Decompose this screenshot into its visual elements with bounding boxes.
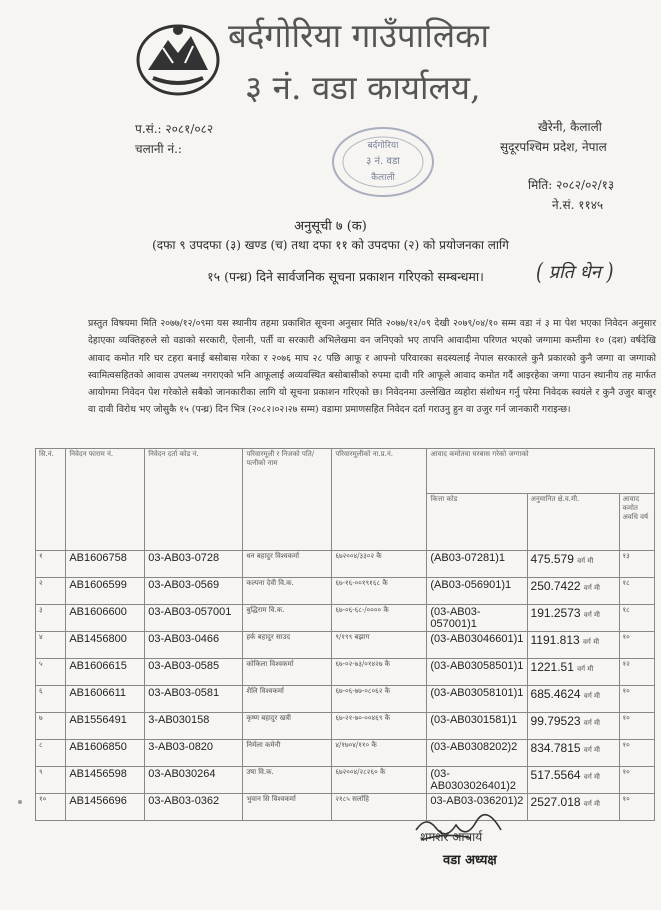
header-land-group: आवाद कमोतवा घरबास गरेको जग्गाको [427,449,655,494]
notice-title: १५ (पन्ध्र) दिने सार्वजनिक सूचना प्रकाशन गरिएको सम्बन्धमा। [207,269,484,284]
table-row: ४ AB1456800 03-AB03-0466 हर्क बहादुर साउद ९/१९९ बझाग (03-AB03046601)1 1191.813 वर्ग मी १० [36,632,655,659]
address-line-2: सुदूरपश्चिम प्रदेश, नेपाल [500,140,607,154]
header-reg-code: निवेदन दर्ता कोड नं. [145,449,243,551]
annex-title: अनुसूची ७ (क) [294,219,367,234]
table-row: ८ AB1606850 3-AB03-0820 निर्मला कमेनी ४/१७०४/११० कै (03-AB0308202)2 834.7815 वर्ग मी १० [36,740,655,767]
stamp-text-mid: ३ नं. वडा [366,156,400,167]
office-stamp [327,122,439,202]
header-area: अनुमानित क्षे.व.मी. [527,494,619,551]
table-row: २ AB1606599 03-AB03-0569 कल्पना देवी वि.क. ६७-१६-००१९१६८ कै (AB03-056901)1 250.7422 वर्ग मी १८ [36,578,655,605]
handwritten-note: ( प्रति धेन ) [536,258,614,287]
stamp-text-top: बर्दगोरिया [367,141,399,151]
dispatch-number: चलानी नं.: [135,142,182,156]
header-sn: सि.नं. [36,449,66,551]
annex-subtitle: (दफा ९ उपदफा (३) खण्ड (च) तथा दफा ११ को उपदफा (२) को प्रयोजनका लागि [152,238,509,252]
signatory-name: शमशेर आचार्य [420,830,483,844]
header-years: आवाद कमोत अवधि वर्ष [619,494,654,551]
signatory-title: वडा अध्यक्ष [443,853,497,868]
table-row: ९ AB1456598 03-AB030264 उषा वि.क. ६७२००४/२८२६० कै (03-AB0303026401)2 517.5564 वर्ग मी १० [36,767,655,794]
table-row: ५ AB1606615 03-AB03-0585 कोकिला विश्वकर्मा ६७-०२-७३/०१४२७ कै (03-AB03058501)1 1221.51 वर्ग मी १२ [36,659,655,686]
scan-dot [18,800,22,804]
reference-number: प.सं.: २०८१/०८२ [135,122,214,136]
issue-date: मिति: २०८२/०२/१३ [528,178,615,192]
stamp-text-bottom: कैलाली [371,173,395,183]
notice-body: प्रस्तुत विषयमा मिति २०७७/१२/०९मा यस स्थानीय तहमा प्रकाशित सूचना अनुसार मिति २०७७/१२/०९ देखी २०७९/०४/१० सम्म वडा नं ३ मा पेश भएका निवेदन अनुसार देहाएका व्यक्तिहरुले सो वडाको सरकारी, ऐलानी, पर्ती वा सरकारी अभिलेखमा वन जनिएको भए तापनि आवादीमा परिणत भएको जग्गामा कम्तीमा १० (दश) वर्षदेखि आवाद कमोत गरि घर टहरा बनाई बसोबास गरेका र २०७६ माघ २८ पछि आफू र आफ्नो परिवारका सदस्यलाई नेपाल सरकारले कुनै प्रकारको कुनै जग्गा वा जग्गाको स्वामित्वसहितको आवास उपलब्ध नगराएको भनि आफूलाई अव्यवस्थित बसोबासीको रुपमा दावी गरि आफूले आवाद कमोत गर्दै आइरहेका जग्गा पाउन स्थानीय तह मार्फत आयोगमा निवेदन पेश गरेकोले सबैको जानकारीका लागि यो सूचना प्रकाशन गरिएको छ। निवेदनमा उल्लेखित व्यहोरा संशोधन गर्नु परेमा निवेदक स्वयंले र कुनै उजुर बाजुर वा दावी विरोध भए जोसुकै १५ (पन्ध्र) दिन भित्र (२०८२।०२।२७ सम्म) वडामा प्रमाणसहित निवेदन दर्ता गराउनु हुन वा उजुर गर्न जानकारी गराइन्छ। [88,318,656,416]
header-citizenship: परिवारमूलीको ना.प्र.नं. [332,449,427,551]
nepal-samvat-date: ने.सं. ११४५ [552,198,604,212]
applicants-table [35,448,655,821]
header-plot-code: कित्ता कोड [427,494,527,551]
table-row: १० AB1456696 03-AB03-0362 भुवान सि विश्वकर्मा २१८५ सर्लाहि 03-AB03-036201)2 2527.018 वर्ग मी १० [36,794,655,821]
header-name: परिवारमूली र निजको पति/पत्नीको नाम [243,449,332,551]
table-row: ७ AB1556491 3-AB030158 कृष्ण बहादुर खत्री ६७-२१-७०-००४६९ कै (03-AB0301581)1 99.79523 वर्ग मी १० [36,713,655,740]
table-row: १ AB1606758 03-AB03-0728 धन बहादुर विश्वकर्मा ६७२००४/३३०२ कै (AB03-07281)1 475.579 वर्ग मी १३ [36,551,655,578]
table-row: ३ AB1606600 03-AB03-057001 बुद्धिराम वि.क. ६७-०६-६८-/०००० कै (03-AB03-057001)1 191.2573 वर्ग मी १८ [36,605,655,632]
address-line-1: खैरेनी, कैलाली [538,120,602,134]
ward-office-name: ३ नं. वडा कार्यालय, [245,68,481,107]
header-form-no: निवेदन फाराम नं. [66,449,145,551]
office-name: बर्दगोरिया गाउँपालिका [228,16,490,55]
nepal-emblem-icon [133,18,223,98]
table-row: ६ AB1606611 03-AB03-0581 शैलि विश्वकर्मा ६७-०६-७७-०८०६२ कै (03-AB03058101)1 685.4624 वर्ग मी १० [36,686,655,713]
